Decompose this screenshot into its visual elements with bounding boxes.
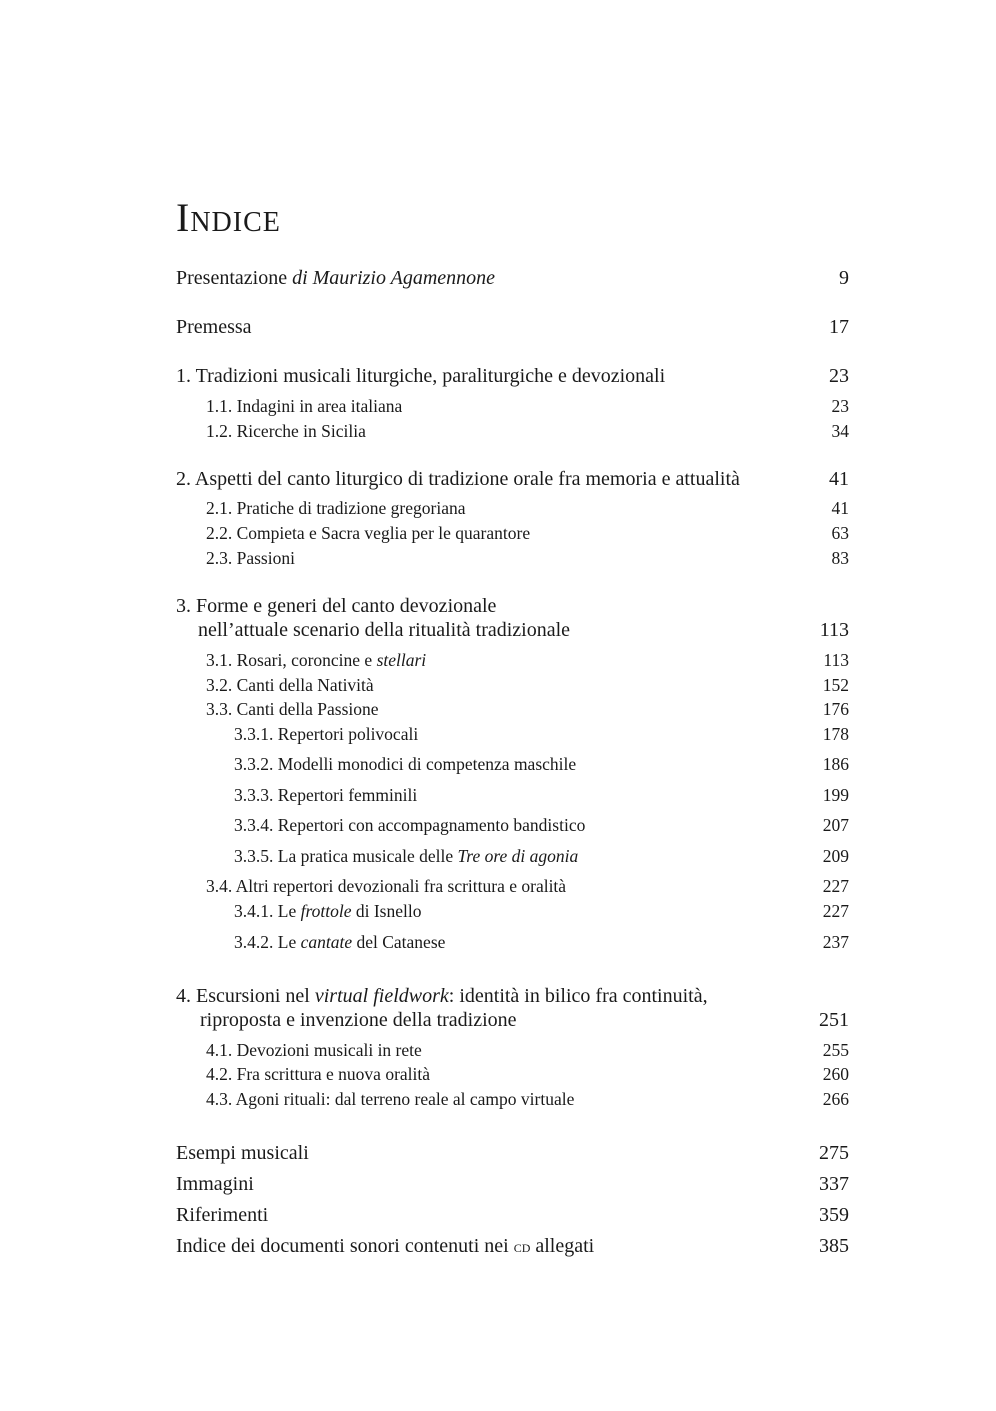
toc-entry-label: 4.2. Fra scrittura e nuova oralità	[206, 1064, 431, 1084]
toc-page-number: 176	[822, 699, 849, 719]
toc-entry-label: 4.3. Agoni rituali: dal terreno reale al campo virtuale	[206, 1089, 575, 1109]
toc-entry-label: 3.3.3. Repertori femminili	[234, 785, 418, 805]
toc-entry-label: 2.1. Pratiche di tradizione gregoriana	[206, 498, 466, 518]
toc-entry-label: nell’attuale scenario della ritualità tradizionale	[198, 619, 571, 641]
toc-page-number: 251	[819, 1009, 849, 1031]
toc-entry-label: 4.1. Devozioni musicali in rete	[206, 1040, 422, 1060]
toc-page-number: 260	[822, 1064, 849, 1084]
toc-entry-label: 3.4. Altri repertori devozionali fra scrittura e oralità	[206, 876, 567, 896]
toc-page-number: 113	[819, 619, 849, 641]
toc-entry-label: 3. Forme e generi del canto devozionale	[176, 595, 497, 617]
toc-entry-label: 4. Escursioni nel virtual fieldwork: identità in bilico fra continuità,	[176, 985, 708, 1007]
toc-page-number: 275	[819, 1142, 849, 1164]
toc-page-number: 227	[822, 876, 849, 896]
toc-entry-label: 3.2. Canti della Natività	[206, 675, 374, 695]
toc-entry-label: 3.3.2. Modelli monodici di competenza maschile	[234, 754, 577, 774]
toc-page-number: 178	[822, 724, 849, 744]
toc-entry-label: 3.4.2. Le cantate del Catanese	[234, 932, 446, 952]
toc-page-number: 337	[819, 1173, 849, 1195]
toc-page-number: 152	[822, 675, 849, 695]
toc-entry-label: 3.3.1. Repertori polivocali	[234, 724, 419, 744]
toc-page-number: 41	[829, 468, 849, 490]
toc-page-number: 41	[831, 498, 849, 518]
toc-entry-label: 2. Aspetti del canto liturgico di tradizione orale fra memoria e attualità	[176, 468, 740, 490]
toc-entry-label: Premessa	[176, 316, 252, 338]
toc-page-number: 227	[822, 901, 849, 921]
toc-page-number: 17	[829, 316, 849, 338]
toc-page-number: 359	[819, 1204, 849, 1226]
toc-page-number: 113	[823, 650, 849, 670]
toc-page-number: 9	[839, 267, 849, 289]
toc-entry-label: 3.4.1. Le frottole di Isnello	[234, 901, 422, 921]
toc-entry-label: Riferimenti	[176, 1204, 269, 1226]
toc-entry-label: 2.3. Passioni	[206, 548, 295, 568]
toc-page-number: 186	[822, 754, 849, 774]
page-title: Indice	[176, 195, 281, 240]
toc-page-number: 207	[822, 815, 849, 835]
toc-page-number: 34	[831, 421, 849, 441]
toc-entry-label: 1.2. Ricerche in Sicilia	[206, 421, 366, 441]
toc-entry-label: 1. Tradizioni musicali liturgiche, paraliturgiche e devozionali	[176, 365, 666, 387]
toc-entry-label: 1.1. Indagini in area italiana	[206, 396, 403, 416]
toc-page-number: 199	[822, 785, 849, 805]
toc-page-number: 209	[822, 846, 849, 866]
toc-page-number: 23	[831, 396, 849, 416]
toc-entry-label: 3.1. Rosari, coroncine e stellari	[206, 650, 427, 670]
toc-entry-label: Indice dei documenti sonori contenuti nei cd allegati	[176, 1235, 595, 1257]
toc-page-number: 83	[831, 548, 849, 568]
toc-entry-label: 3.3.4. Repertori con accompagnamento bandistico	[234, 815, 586, 835]
toc-page-number: 237	[822, 932, 849, 952]
toc-entry-label: Presentazione di Maurizio Agamennone	[176, 267, 496, 289]
toc-page-number: 266	[822, 1089, 849, 1109]
toc-page-number: 255	[822, 1040, 849, 1060]
toc-entry-label: riproposta e invenzione della tradizione	[200, 1009, 517, 1031]
toc-entry-label: 2.2. Compieta e Sacra veglia per le quarantore	[206, 523, 531, 543]
toc-entry-label: Esempi musicali	[176, 1142, 309, 1164]
toc-page-number: 23	[829, 365, 849, 387]
toc-entry-label: 3.3.5. La pratica musicale delle Tre ore di agonia	[234, 846, 579, 866]
toc-page-number: 385	[819, 1235, 849, 1257]
toc-entry-label: Immagini	[176, 1173, 254, 1195]
toc-entry-label: 3.3. Canti della Passione	[206, 699, 379, 719]
toc-page-number: 63	[831, 523, 849, 543]
